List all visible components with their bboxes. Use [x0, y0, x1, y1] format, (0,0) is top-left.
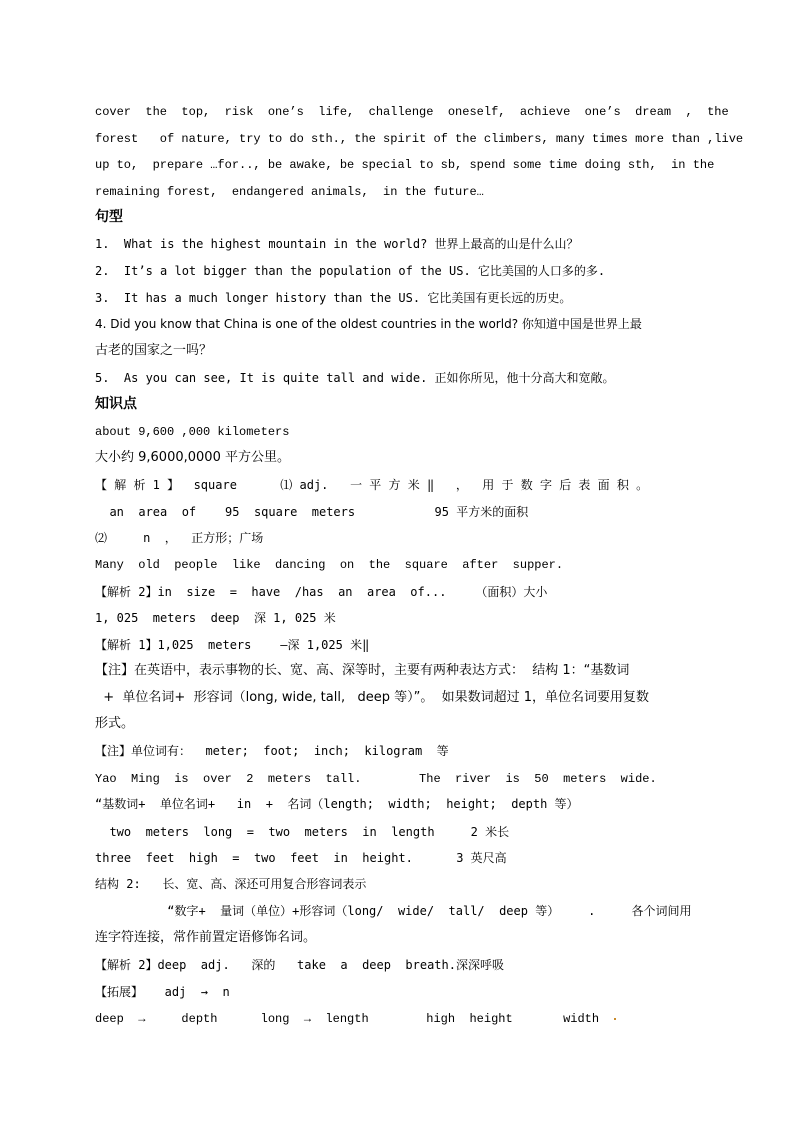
knowledge-line-8: 1, 025 meters deep 深 1, 025 米: [95, 611, 336, 625]
knowledge-line-14: Yao Ming is over 2 meters tall. The river is 50 meters wide.: [95, 772, 657, 786]
pattern-sentence-4b: 古老的国家之一吗？: [95, 343, 213, 358]
vocab-line-1: cover the top, risk one’s life, challenge oneself, achieve one’s dream , the: [95, 105, 729, 119]
pattern-sentence-2: 2. It’s a lot bigger than the population of the US. 它比美国的人口多的多.: [95, 264, 606, 278]
knowledge-line-11: + 单位名词+ 形容词（long, wide, tall, deep 等）”。 如果数词超过 1，单位名词要用复数: [95, 690, 650, 705]
vocab-line-2: forest of nature, try to do sth., the spirit of the climbers, many times more than ,live: [95, 132, 744, 146]
pattern-sentence-3: 3. It has a much longer history than the US. 它比美国有更长远的历史。: [95, 291, 572, 305]
knowledge-line-2: 大小约 9,6000,0000 平方公里。: [95, 450, 290, 465]
knowledge-line-21: 【解析 2】deep adj. 深的 take a deep breath.深深呼吸: [95, 958, 504, 972]
knowledge-line-23: deep → depth long → length high height width: [95, 1012, 600, 1026]
knowledge-line-3: 【 解 析 1 】 square ⑴ adj. 一 平 方 米 ‖ ， 用 于 数 字 后 表 面 积 。: [95, 478, 649, 492]
pattern-sentence-4a: 4. Did you know that China is one of the oldest countries in the world? 你知道中国是世界上最: [95, 317, 642, 331]
knowledge-line-12: 形式。: [95, 716, 135, 731]
knowledge-line-22: 【拓展】 adj → n: [95, 985, 230, 999]
knowledge-line-5: ⑵ n ， 正方形；广场: [95, 531, 264, 545]
knowledge-line-17: three feet high = two feet in height. 3 英尺高: [95, 851, 507, 865]
patterns-heading: 句型: [95, 209, 123, 225]
knowledge-line-16: two meters long = two meters in length 2 米长: [95, 825, 510, 839]
knowledge-heading: 知识点: [95, 396, 137, 412]
knowledge-line-4: an area of 95 square meters 95 平方米的面积: [95, 505, 529, 519]
knowledge-line-6: Many old people like dancing on the square after supper.: [95, 558, 564, 572]
vocab-line-3: up to, prepare …for.., be awake, be special to sb, spend some time doing sth, in the: [95, 158, 715, 172]
knowledge-line-13: 【注】单位词有： meter; foot; inch; kilogram 等: [95, 744, 449, 758]
knowledge-line-7: 【解析 2】in size = have /has an area of... （面积）大小: [95, 585, 548, 599]
knowledge-line-1: about 9,600 ,000 kilometers: [95, 425, 290, 439]
knowledge-line-15: “基数词+ 单位名词+ in + 名词（length; width; height; depth 等）: [95, 797, 579, 811]
stray-dot: [614, 1018, 616, 1020]
knowledge-line-10: 【注】在英语中，表示事物的长、宽、高、深等时，主要有两种表达方式： 结构 1：“基数词: [95, 663, 630, 678]
pattern-sentence-5: 5. As you can see, It is quite tall and wide. 正如你所见，他十分高大和宽敞。: [95, 371, 615, 385]
vocab-line-4: remaining forest, endangered animals, in the future…: [95, 185, 484, 199]
knowledge-line-19: “数字+ 量词（单位）+形容词（long/ wide/ tall/ deep 等） . 各个词间用: [95, 904, 692, 918]
knowledge-line-18: 结构 2: 长、宽、高、深还可用复合形容词表示: [95, 877, 367, 891]
knowledge-line-20: 连字符连接，常作前置定语修饰名词。: [95, 930, 317, 945]
knowledge-line-9: 【解析 1】1,025 meters —深 1,025 米‖: [95, 638, 370, 652]
pattern-sentence-1: 1. What is the highest mountain in the world? 世界上最高的山是什么山？: [95, 237, 579, 251]
